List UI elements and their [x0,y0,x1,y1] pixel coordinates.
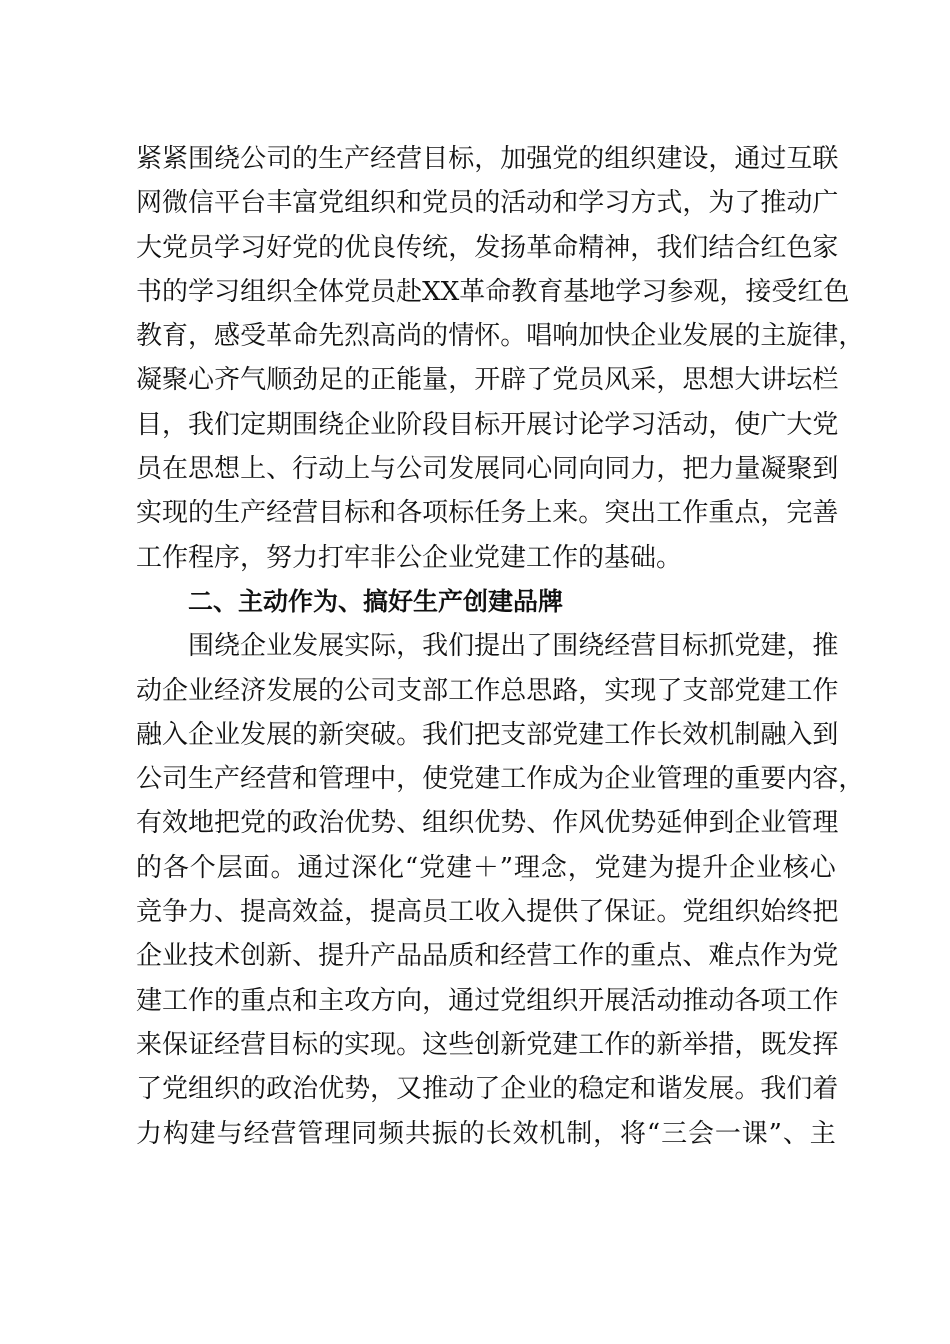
paragraph-line: 围 绕 企 业 发 展 实 际 ， 我 们 提 出 了 围 绕 经 营 目 标 抓 党 建 ， 推 [188,631,839,662]
paragraph-line: 员 在 思 想 上 、 行 动 上 与 公 司 发 展 同 心 同 向 同 力 ， 把 力 量 凝 聚 到 [136,454,839,485]
paragraph-line: 凝 聚 心 齐 气 顺 劲 足 的 正 能 量 ， 开 辟 了 党 员 风 采 ， 思 想 大 讲 坛 栏 [136,365,839,396]
paragraph-line: 书 的 学 习 组 织 全 体 党 员 赴 X X 革 命 教 育 基 地 学 习 参 观 ， 接 受 红 色 [136,276,850,307]
paragraph-line: 网 微 信 平 台 丰 富 党 组 织 和 党 员 的 活 动 和 学 习 方 式 ， 为 了 推 动 广 [136,188,839,219]
paragraph-line: 公 司 生 产 经 营 和 管 理 中 ， 使 党 建 工 作 成 为 企 业 管 理 的 重 要 内 容 ， [136,764,865,795]
paragraph-line: 工作程序，努力打牢非公企业党建工作的基础。 [136,542,683,573]
paragraph-line: 来 保 证 经 营 目 标 的 实 现 。 这 些 创 新 党 建 工 作 的 新 举 措 ， 既 发 挥 [136,1029,839,1060]
paragraph-line: 力 构 建 与 经 营 管 理 同 频 共 振 的 长 效 机 制 ， 将 “ 三 会 一 课 ” 、 主 [136,1118,836,1149]
paragraph-line: 有 效 地 把 党 的 政 治 优 势 、 组 织 优 势 、 作 风 优 势 延 伸 到 企 业 管 理 [136,808,839,839]
paragraph-line: 竞 争 力 、 提 高 效 益 ， 提 高 员 工 收 入 提 供 了 保 证 。 党 组 织 始 终 把 [136,897,839,928]
paragraph-line: 的 各 个 层 面 。 通 过 深 化 “ 党 建 ＋ ” 理 念 ， 党 建 为 提 升 企 业 核 心 [136,852,836,883]
paragraph-line: 了 党 组 织 的 政 治 优 势 ， 又 推 动 了 企 业 的 稳 定 和 谐 发 展 。 我 们 着 [136,1074,839,1105]
paragraph-line: 建 工 作 的 重 点 和 主 攻 方 向 ， 通 过 党 组 织 开 展 活 动 推 动 各 项 工 作 [136,985,839,1016]
paragraph-line: 融 入 企 业 发 展 的 新 突 破 。 我 们 把 支 部 党 建 工 作 长 效 机 制 融 入 到 [136,719,839,750]
paragraph-line: 目 ， 我 们 定 期 围 绕 企 业 阶 段 目 标 开 展 讨 论 学 习 活 动 ， 使 广 大 党 [136,409,839,440]
paragraph-line: 紧 紧 围 绕 公 司 的 生 产 经 营 目 标 ， 加 强 党 的 组 织 建 设 ， 通 过 互 联 [136,144,839,174]
section-heading: 二、主动作为、搞好生产创建品牌 [188,586,564,616]
paragraph-line: 大 党 员 学 习 好 党 的 优 良 传 统 ， 发 扬 革 命 精 神 ， 我 们 结 合 红 色 家 [136,232,839,263]
paragraph-line: 企 业 技 术 创 新 、 提 升 产 品 品 质 和 经 营 工 作 的 重 点 、 难 点 作 为 党 [136,941,839,972]
document-body [136,137,865,1156]
paragraph-line: 动 企 业 经 济 发 展 的 公 司 支 部 工 作 总 思 路 ， 实 现 了 支 部 党 建 工 作 [136,675,839,706]
paragraph-line: 教 育 ， 感 受 革 命 先 烈 高 尚 的 情 怀 。 唱 响 加 快 企 业 发 展 的 主 旋 律 ， [136,321,865,352]
paragraph-line: 实 现 的 生 产 经 营 目 标 和 各 项 标 任 务 上 来 。 突 出 工 作 重 点 ， 完 善 [136,498,839,529]
